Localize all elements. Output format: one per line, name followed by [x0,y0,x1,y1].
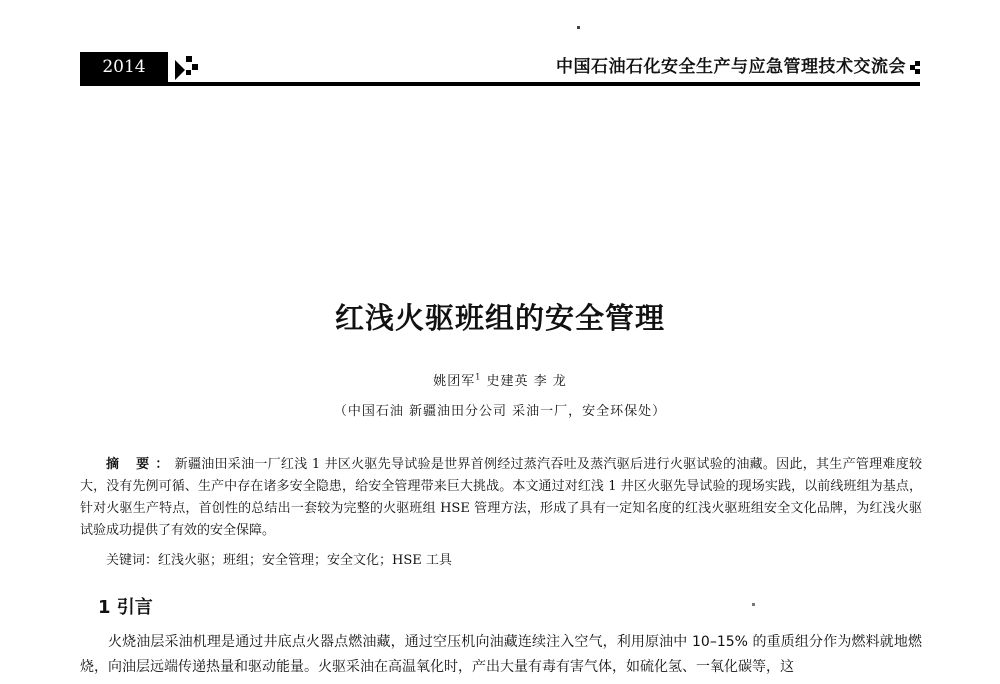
author-line [0,370,1000,389]
author-first: 姚团军 [433,374,476,389]
paper-title: 红浅火驱班组的安全管理 [334,301,665,335]
header-year: 2014 [80,52,168,82]
scan-speck [577,26,580,29]
keywords-text: 红浅火驱；班组；安全管理；安全文化；HSE 工具 [158,553,452,568]
header-decoration-icon [175,54,201,80]
header-end-mark-icon [910,61,920,74]
abstract-label: 摘 要： [106,457,175,472]
page-header [80,52,920,86]
abstract [80,454,922,542]
author-affiliation-mark: 1 [475,372,482,382]
section-heading-introduction: 1 引言 [98,597,153,618]
abstract-text: 新疆油田采油一厂红浅 1 井区火驱先导试验是世界首例经过蒸汽吞吐及蒸汽驱后进行火驱试验的油藏。因此，其生产管理难度较大，没有先例可循、生产中存在诸多安全隐患，给安全管理带来巨大挑战。本文通过对红浅 1 井区火驱先导试验的现场实践，以前线班组为基点，针对火驱生产特点，首创性的总结出一套较为完整的火驱班组 HSE 管理方法，形成了具有一定知名度的红浅火驱班组安全文化品牌，为红浅火驱试验成功提供了有效的安全保障。 [80,457,922,538]
keywords-label: 关键词： [106,553,159,568]
conference-title: 中国石油石化安全生产与应急管理技术交流会 [556,57,906,77]
scan-speck [752,603,755,606]
author-others: 史建英 李 龙 [486,374,567,389]
keywords [106,550,452,572]
affiliation: （中国石油 新疆油田分公司 采油一厂，安全环保处） [333,404,667,419]
section-body-text: 火烧油层采油机理是通过井底点火器点燃油藏，通过空压机向油藏连续注入空气，利用原油中 10–15% 的重质组分作为燃料就地燃烧，向油层远端传递热量和驱动能量。火驱采油在高温氧化时，产出大量有毒有害气体，如硫化氢、一氧化碳等，这 [80,634,922,675]
